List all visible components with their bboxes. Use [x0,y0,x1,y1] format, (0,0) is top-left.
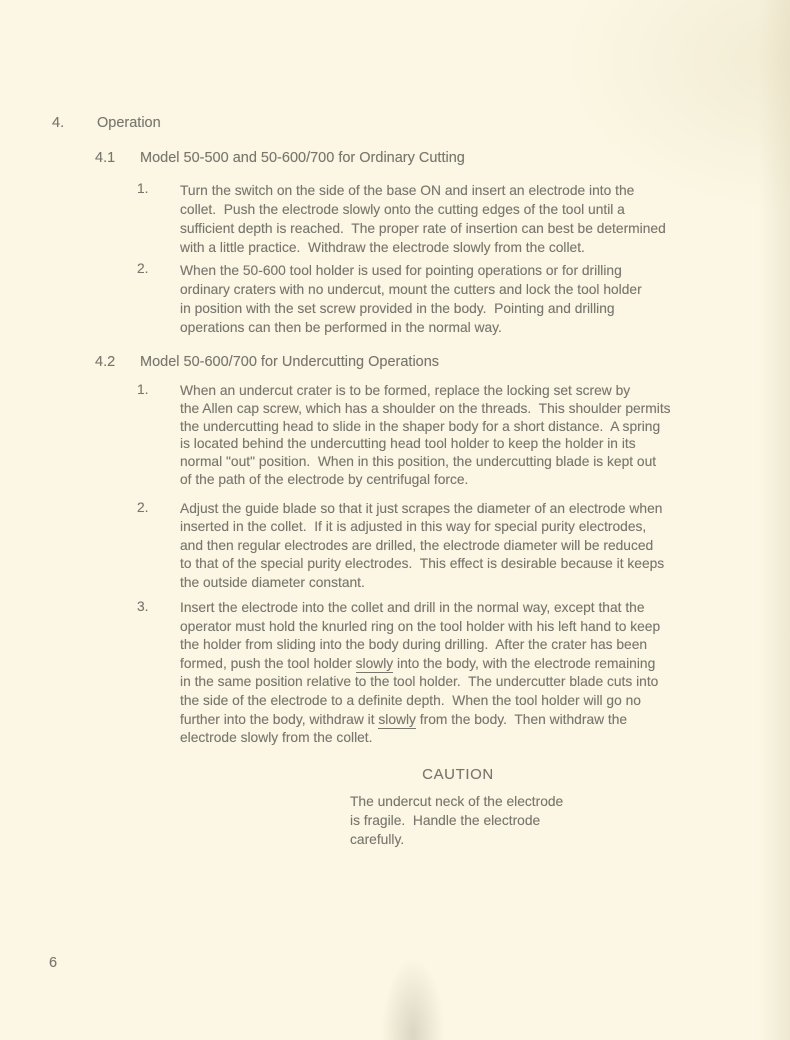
item-number: 2. [137,261,149,276]
line-text: in the same position relative to the tool holder. The undercutter blade cuts into [180,674,659,690]
text-line [180,673,660,692]
line-text: sufficient depth is reached. The proper rate of insertion can best be determined [180,221,666,236]
item-text [180,500,664,592]
line-text: ordinary craters with no undercut, mount the cutters and lock the tool holder [180,282,642,297]
item-number: 3. [137,599,149,614]
text-line [180,555,664,573]
text-line [180,692,660,711]
line-text: and then regular electrodes are drilled, the electrode diameter will be reduced [180,537,654,553]
line-text: into the body, with the electrode remaining [393,655,656,671]
text-line [180,729,660,748]
underlined-word: slowly [378,711,416,727]
line-text: formed, push the tool holder [180,655,356,671]
line-text: When the 50-600 tool holder is used for pointing operations or for drilling [180,263,622,278]
list-item-4-2-3 [137,599,660,748]
text-line [180,618,660,637]
list-item-4-1-1 [137,181,666,257]
text-line [180,636,660,655]
chapter-heading [52,114,161,133]
line-text: from the body. Then withdraw the [415,711,628,727]
line-text: operator must hold the knurled ring on the tool holder with his left hand to keep [180,618,661,634]
text-line [180,500,664,518]
section-title: Model 50-600/700 for Undercutting Operations [140,354,440,370]
text-line [180,400,671,418]
section-heading-4-2 [95,353,439,372]
line-text: When an undercut crater is to be formed, replace the locking set screw by [180,383,631,398]
item-text [180,382,671,489]
line-text: further into the body, withdraw it [180,711,379,727]
text-line [180,655,660,674]
line-text: electrode slowly from the collet. [180,730,373,746]
text-line: The undercut neck of the electrode [350,794,564,809]
line-text: collet. Push the electrode slowly onto the cutting edges of the tool until a [180,202,625,217]
page-number: 6 [49,955,58,971]
item-text [180,599,660,748]
text-line [180,471,671,489]
text-line [180,518,664,536]
item-number: 2. [137,500,149,515]
item-number: 1. [137,181,149,196]
line-text: of the path of the electrode by centrifugal force. [180,471,469,487]
list-item-4-2-1 [137,382,671,489]
item-text [180,261,642,337]
text-line [180,238,666,257]
text-line: carefully. [350,832,405,848]
chapter-number: 4. [52,115,65,131]
section-title: Model 50-500 and 50-600/700 for Ordinary Cutting [140,150,465,166]
text-line [180,219,666,238]
text-line: is fragile. Handle the electrode [350,813,541,829]
section-number: 4.1 [95,150,116,166]
line-text: inserted in the collet. If it is adjusted in this way for special purity electrodes, [180,519,647,535]
text-line [180,537,664,555]
line-text: Insert the electrode into the collet and drill in the normal way, except that the [180,600,645,615]
line-text: is located behind the undercutting head tool holder to keep the holder in its [180,436,636,452]
line-text: to that of the special purity electrodes. This effect is desirable because it keeps [180,556,665,572]
list-item-4-2-2 [137,500,664,592]
line-text: the side of the electrode to a definite depth. When the tool holder will go no [180,692,641,708]
text-line [180,318,642,337]
chapter-title: Operation [97,115,161,131]
section-number: 4.2 [95,354,116,370]
caution-text [350,792,563,850]
item-text [180,181,666,257]
line-text: with a little practice. Withdraw the electrode slowly from the collet. [180,240,585,255]
item-number: 1. [137,382,149,397]
text-line [180,280,642,299]
line-text: in position with the set screw provided in the body. Pointing and drilling [180,301,615,316]
text-line [180,382,671,400]
text-line [180,181,666,200]
underlined-word: slowly [355,655,394,671]
text-line [180,299,642,318]
text-line [180,453,671,471]
line-text: the holder from sliding into the body during drilling. After the crater has been [180,637,648,653]
text-line [180,435,671,453]
list-item-4-1-2 [137,261,642,337]
caution-heading: CAUTION [422,766,494,783]
text-line [180,261,642,280]
section-heading-4-1 [95,149,465,168]
text-line [180,711,660,730]
line-text: Turn the switch on the side of the base ON and insert an electrode into the [180,183,635,198]
line-text: normal "out" position. When in this position, the undercutting blade is kept out [180,454,657,470]
line-text: operations can then be performed in the normal way. [180,320,502,335]
line-text: the undercutting head to slide in the shaper body for a short distance. A spring [180,418,661,434]
line-text: Adjust the guide blade so that it just scrapes the diameter of an electrode when [180,501,663,516]
text-line [180,574,664,592]
line-text: the Allen cap screw, which has a shoulder on the threads. This shoulder permits [180,400,671,416]
line-text: the outside diameter constant. [180,574,365,590]
text-line [180,599,660,618]
text-line [180,200,666,219]
text-line [180,418,671,436]
